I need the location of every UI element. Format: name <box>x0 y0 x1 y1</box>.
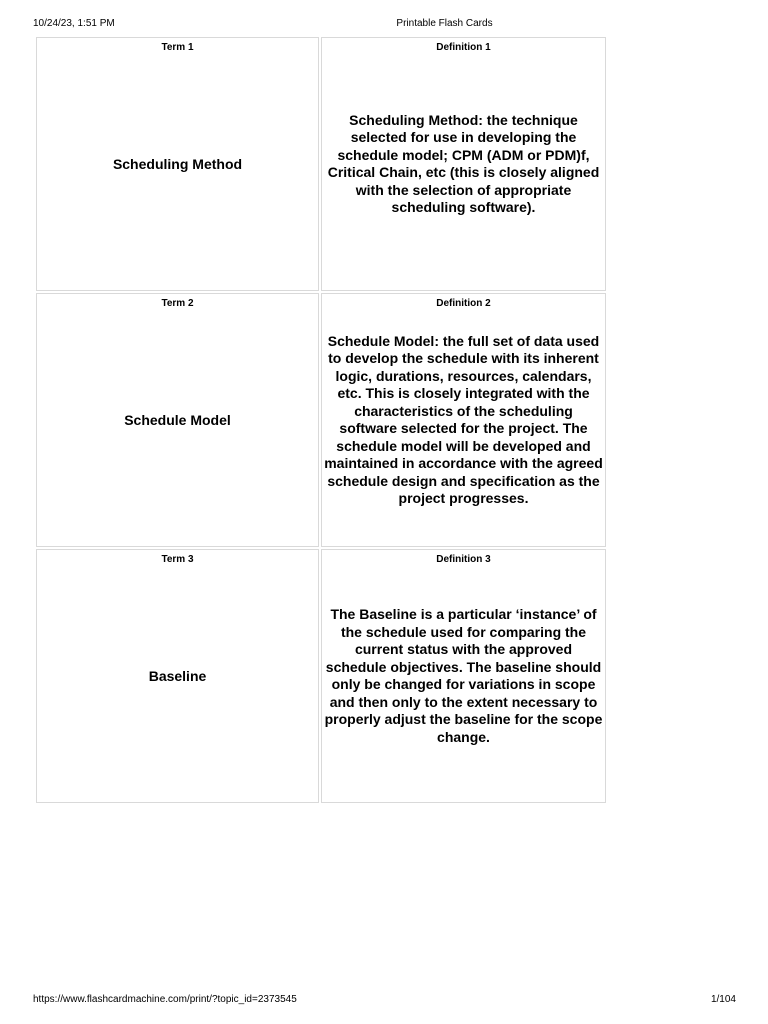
definition-body-1 <box>322 58 605 290</box>
term-cell-1 <box>36 37 319 291</box>
term-text-3: Baseline <box>148 667 207 684</box>
definition-cell-1 <box>321 37 606 291</box>
term-body-2 <box>37 314 318 546</box>
flash-card-row-3 <box>36 549 606 803</box>
definition-body-2 <box>322 314 605 546</box>
print-url: https://www.flashcardmachine.com/print/?topic_id=2373545 <box>33 994 297 1005</box>
definition-text-3: The Baseline is a particular ‘instance’ of the schedule used for comparing the current status with the approved schedule objectives. The baseline should only be changed for variations in scope and then only to the extent necessary to properly adjust the baseline for the scope change. <box>324 606 603 745</box>
term-body-3 <box>37 570 318 802</box>
definition-text-2: Schedule Model: the full set of data used to develop the schedule with its inherent logic, durations, resources, calendars, etc. This is closely integrated with the characteristics of the scheduling software selected for the project. The schedule model will be developed and maintained in accordance with the agreed schedule design and specification as the project progresses. <box>324 332 603 506</box>
flash-card-table <box>36 37 606 805</box>
definition-cell-3 <box>321 549 606 803</box>
definition-label-3: Definition 3 <box>436 554 491 565</box>
definition-label-2: Definition 2 <box>436 298 491 309</box>
definition-text-1: Scheduling Method: the technique selected for use in developing the schedule model; CPM (ADM or PDM)f, Critical Chain, etc (this is closely aligned with the selection of appropriate scheduling software). <box>327 111 600 215</box>
page-title: Printable Flash Cards <box>396 18 493 29</box>
term-text-1: Scheduling Method <box>112 155 243 172</box>
term-text-2: Schedule Model <box>124 411 231 428</box>
flash-card-row-2 <box>36 293 606 547</box>
term-cell-3 <box>36 549 319 803</box>
term-label-2: Term 2 <box>161 298 194 309</box>
term-body-1 <box>37 58 318 290</box>
definition-label-1: Definition 1 <box>436 42 491 53</box>
definition-body-3 <box>322 570 605 802</box>
term-cell-2 <box>36 293 319 547</box>
term-label-3: Term 3 <box>161 554 194 565</box>
page-number: 1/104 <box>710 994 736 1005</box>
flash-card-row-1 <box>36 37 606 291</box>
definition-cell-2 <box>321 293 606 547</box>
term-label-1: Term 1 <box>161 42 194 53</box>
print-date: 10/24/23, 1:51 PM <box>33 18 115 29</box>
